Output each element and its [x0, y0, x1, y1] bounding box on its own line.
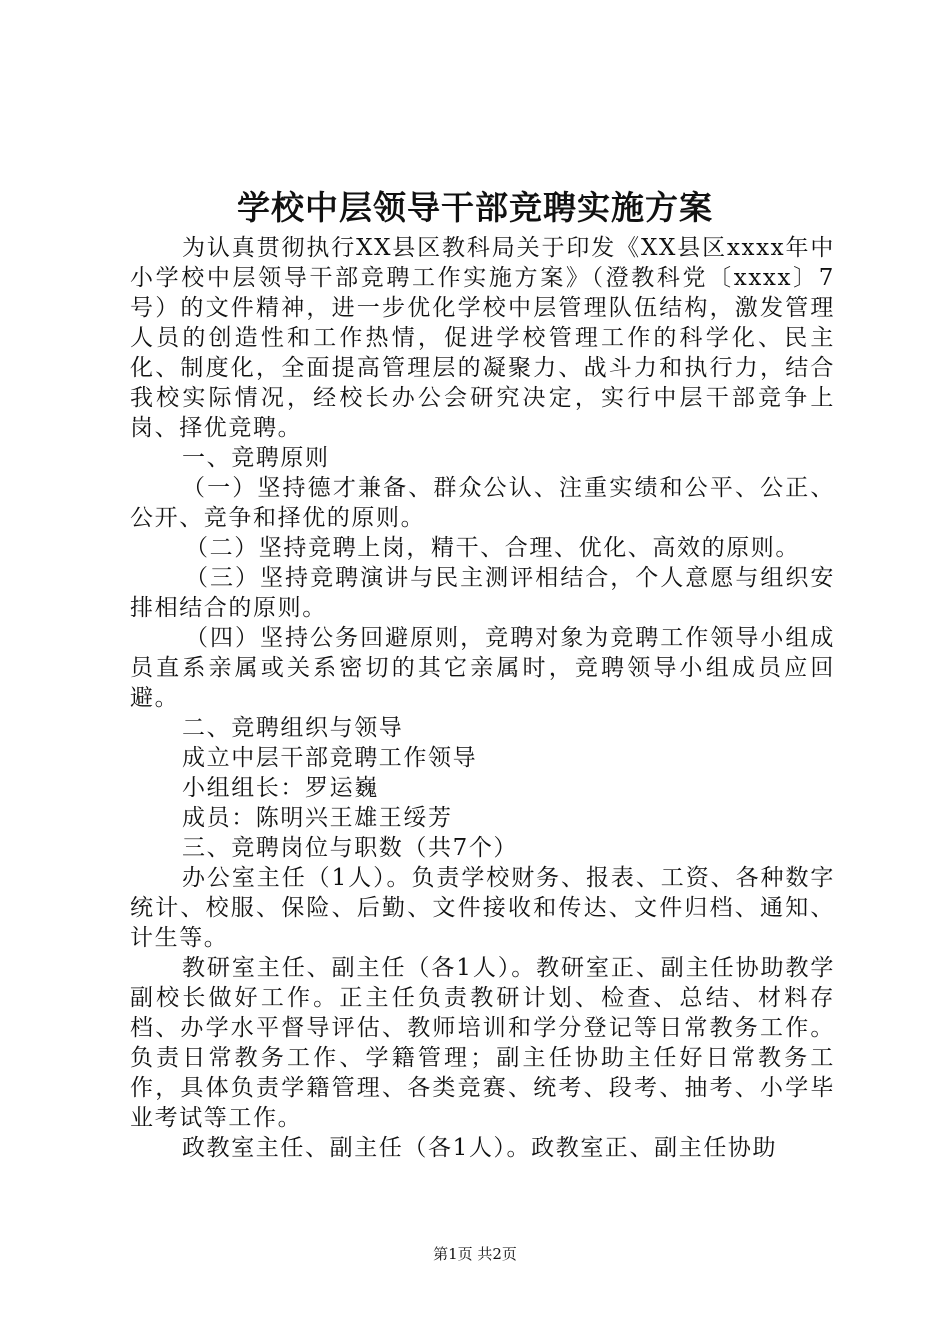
position-office-director: 办公室主任（1人）。负责学校财务、报表、工资、各种数字统计、校服、保险、后勤、文件接收和传达、文件归档、通知、计生等。 [130, 865, 835, 951]
page-footer: 第1页 共2页 [433, 1245, 517, 1263]
document-body [130, 233, 835, 1163]
organization-line: 成立中层干部竞聘工作领导 [182, 745, 478, 771]
principle-item-2: （二）坚持竞聘上岗，精干、合理、优化、高效的原则。 [185, 535, 800, 561]
principle-item-1: （一）坚持德才兼备、群众公认、注重实绩和公平、公正、公开、竞争和择优的原则。 [130, 475, 835, 531]
intro-paragraph: 为认真贯彻执行XX县区教科局关于印发《XX县区xxxx年中小学校中层领导干部竞聘工作实施方案》（澄教科党〔xxxx〕7号）的文件精神，进一步优化学校中层管理队伍结构，激发管理人员的创造性和工作热情，促进学校管理工作的科学化、民主化、制度化，全面提高管理层的凝聚力、战斗力和执行力，结合我校实际情况，经校长办公会研究决定，实行中层干部竞争上岗、择优竞聘。 [130, 235, 835, 441]
principle-item-3: （三）坚持竞聘演讲与民主测评相结合，个人意愿与组织安排相结合的原则。 [130, 565, 835, 621]
section-heading-organization: 二、竞聘组织与领导 [182, 715, 404, 741]
position-political-director: 政教室主任、副主任（各1人）。政教室正、副主任协助 [182, 1135, 778, 1161]
group-leader-line: 小组组长：罗运巍 [182, 775, 379, 801]
group-members-line: 成员：陈明兴王雄王绥芳 [182, 805, 453, 831]
position-research-director: 教研室主任、副主任（各1人）。教研室正、副主任协助教学副校长做好工作。正主任负责教研计划、检查、总结、材料存档、办学水平督导评估、教师培训和学分登记等日常教务工作。负责日常教务工作、学籍管理；副主任协助主任好日常教务工作，具体负责学籍管理、各类竞赛、统考、段考、抽考、小学毕业考试等工作。 [130, 955, 835, 1131]
principle-item-4: （四）坚持公务回避原则，竞聘对象为竞聘工作领导小组成员直系亲属或关系密切的其它亲属时，竞聘领导小组成员应回避。 [130, 625, 835, 711]
document-title: 学校中层领导干部竞聘实施方案 [237, 188, 713, 227]
section-heading-principles: 一、竞聘原则 [182, 445, 330, 471]
section-heading-positions: 三、竞聘岗位与职数（共7个） [182, 835, 519, 861]
